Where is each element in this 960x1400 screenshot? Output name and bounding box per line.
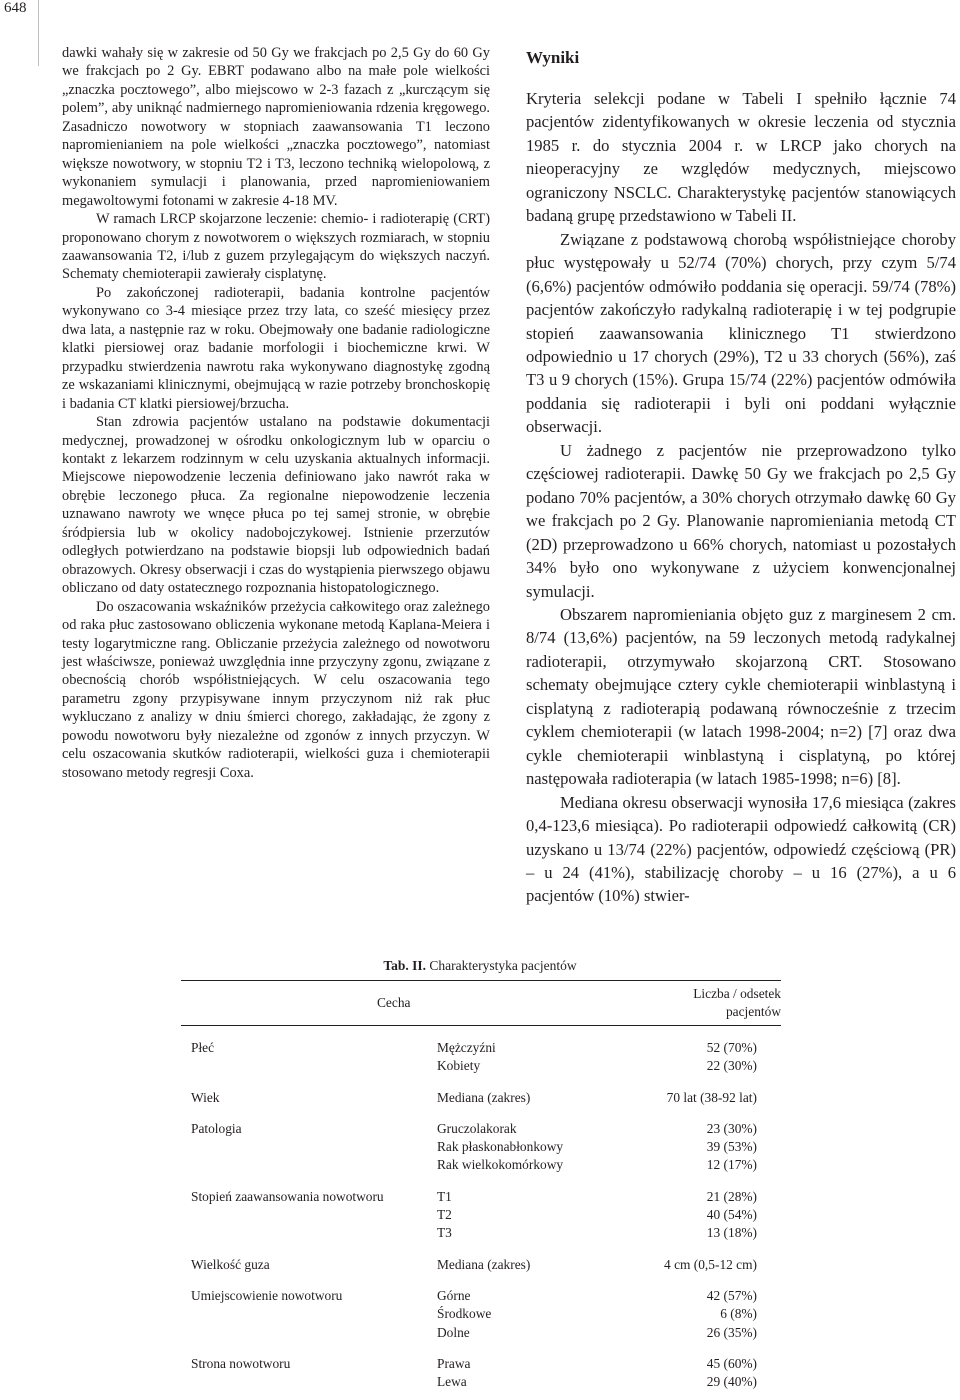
table-spacer [181,1107,781,1120]
table-spacer [181,1026,781,1040]
right-paragraph: Kryteria selekcji podane w Tabeli I spełniło łącznie 74 pacjentów zidentyfikowanych w okresie leczenia od stycznia 1985 r. do stycznia 2004 r. w LRCP jako chorych na nieoperacyjny ze względów medycznych, miejscowo ograniczony NSCLC. Charakterystykę pacjentów stanowiących badaną grupę przedstawiono w Tabeli II. [526,89,956,226]
spacer-cell [181,1026,781,1040]
table-caption [0,958,960,974]
table-spacer [181,1342,781,1355]
spacer-cell [181,1243,781,1256]
value-cell: 26 (35%) [706,1324,757,1340]
table-spacer [181,1243,781,1256]
spacer-cell [181,1274,781,1287]
value-cell: 23 (30%) [706,1120,757,1136]
feature-cell [181,1206,437,1224]
feature-cell [181,1156,437,1174]
section-heading: Wyniki [526,48,580,67]
table-row [181,1305,781,1323]
value-cell: 6 (8%) [720,1306,757,1322]
table-row [181,1138,781,1156]
table-row [181,1256,781,1274]
feature-cell [181,1373,437,1391]
spacer-cell [181,1076,781,1089]
feature-cell: Płeć [191,1040,215,1055]
value-cell: 21 (28%) [706,1188,757,1204]
subcategory-cell: Środkowe [437,1306,492,1322]
left-column [62,44,490,782]
left-paragraph: Stan zdrowia pacjentów ustalano na podstawie dokumentacji medycznej, prowadzonej w ośrodku onkologicznym lub w oparciu o kontakt z lekarzem rodzinnym w celu uzyskania aktualnych informacji. Miejscowe niepowodzenie leczenia definiowano jako nawrót raka w obrębie leczonego płuca. Za regionalne niepowodzenie leczenia uznawano nawroty we wnęce płuca po tej samej stronie, w obrębie śródpiersia lub w okolicy nadobojczykowej. Istnienie przerzutów odległych potwierdzano na podstawie biopsji lub odpowiednich badań obrazowych. Okresy obserwacji i czas do wystąpienia pierwszego objawu obliczano od daty ostatecznego rozpoznania histopatologicznego. [62,414,490,597]
value-cell: 42 (57%) [706,1287,757,1303]
subcategory-cell: Mediana (zakres) [437,1089,531,1105]
table-body [181,1026,781,1392]
value-cell: 4 cm (0,5-12 cm) [664,1256,757,1272]
subcategory-cell: Górne [437,1287,471,1303]
right-paragraph: Związane z podstawową chorobą współistniejące choroby płuc występowały u 52/74 (70%) chorych, przy czym 5/74 (6,6%) pacjentów odmówiło poddania się operacji. 59/74 (78%) pacjentów zakończyło radykalną radioterapię i w tej podgrupie stopień zaawansowania klinicznego T1 stwierdzono odpowiednio u 17 chorych (29%), T2 u 33 chorych (56%), zaś T3 u 9 chorych (15%). Grupa 15/74 (22%) pacjentów odmówiła poddania się radioterapii i byli oni poddani wyłącznie obserwacji. [526,229,956,437]
value-cell: 39 (53%) [706,1139,757,1155]
subcategory-cell: Dolne [437,1324,470,1340]
feature-cell: Wiek [191,1089,220,1105]
subcategory-cell: Rak płaskonabłonkowy [437,1139,564,1155]
table-row [181,1188,781,1206]
page-number: 648 [4,0,27,16]
value-cell: 70 lat (38-92 lat) [666,1089,757,1105]
table-spacer [181,1175,781,1188]
table-header-feature: Cecha [181,981,637,1026]
left-paragraph: W ramach LRCP skojarzone leczenie: chemio- i radioterapię (CRT) proponowano chorym z nowotworem o większych rozmiarach, w stopniu zaawansowania T2, i/lub z guzem przylegającym do większych naczyń. Schematy chemioterapii zawierały cisplatynę. [62,211,490,283]
value-cell: 22 (30%) [706,1058,757,1074]
right-paragraph: U żadnego z pacjentów nie przeprowadzono tylko częściowej radioterapii. Dawkę 50 Gy we frakcjach po 2,5 Gy podano 70% pacjentów, a 30% chorych otrzymało dawkę 60 Gy we frakcjach po 2 Gy. Planowanie napromieniania metodą CT (2D) przeprowadzono u 66% chorych, natomiast u pozostałych 34% było ono wykonywane z użyciem konwencjonalnej symulacji. [526,440,956,601]
subcategory-cell: Mężczyźni [437,1040,496,1055]
table-row [181,1057,781,1075]
right-paragraph: Mediana okresu obserwacji wynosiła 17,6 miesiąca (zakres 0,4-123,6 miesiąca). Po radioterapii odpowiedź całkowitą (CR) uzyskano u 13/74 (22%) pacjentów, odpowiedź częściową (PR) – u 24 (41%), stabilizację choroby – u 16 (27%), a u 6 pacjentów (10%) stwier- [526,792,956,906]
subcategory-cell: T1 [437,1188,452,1204]
table-row [181,1287,781,1305]
left-paragraph: Po zakończonej radioterapii, badania kontrolne pacjentów wykonywano co 3-4 miesiące przez trzy lata, co sześć miesięcy przez dwa lata, a następnie raz w roku. Obejmowały one badanie radiologiczne klatki piersiowej oraz badanie morfologii i biochemiczne krwi. W przypadku stwierdzenia nawrotu raka wykonywano diagnostykę zgodną ze wskazaniami klinicznymi, obejmującą w razie potrzeby bronchoskopię i badania CT klatki piersiowej/brzucha. [62,284,490,412]
table-header-count: Liczba / odsetek pacjentów [637,981,781,1026]
table-row [181,1224,781,1242]
subcategory-cell: Mediana (zakres) [437,1256,531,1272]
right-column [526,46,956,908]
table-row [181,1355,781,1373]
value-cell: 45 (60%) [706,1355,757,1371]
table-header-row [181,981,781,1026]
margin-rule [38,0,39,66]
value-cell: 12 (17%) [706,1157,757,1173]
feature-cell [181,1305,437,1323]
right-paragraph: Obszarem napromieniania objęto guz z marginesem 2 cm. 8/74 (13,6%) pacjentów, na 59 leczonych metodą radykalnej radioterapii, otrzymywało skojarzoną CRT. Stosowano schematy obejmujące cztery cykle chemioterapii winblastyną i cisplatyną z radioterapią podawaną równocześnie z trzecim cyklem chemioterapii (w latach 1998-2004; n=2) [7] oraz dwa cykle chemioterapii winblastyną i cisplatyną, po której następowała radioterapia (w latach 1985-1998; n=6) [8]. [526,604,956,789]
value-cell: 29 (40%) [706,1374,757,1390]
feature-cell: Stopień zaawansowania nowotworu [191,1188,384,1204]
value-cell: 13 (18%) [706,1225,757,1241]
subcategory-cell: T2 [437,1207,452,1223]
table-row [181,1156,781,1174]
subcategory-cell: Lewa [437,1374,467,1390]
feature-cell: Strona nowotworu [191,1355,291,1371]
subcategory-cell: Prawa [437,1355,471,1371]
spacer-cell [181,1342,781,1355]
feature-cell [181,1224,437,1242]
subcategory-cell: T3 [437,1225,452,1241]
feature-cell [181,1138,437,1156]
subcategory-cell: Kobiety [437,1058,481,1074]
feature-cell [181,1057,437,1075]
feature-cell: Wielkość guza [191,1256,270,1272]
table-title: Charakterystyka pacjentów [429,958,577,973]
patient-characteristics-table [181,980,781,1391]
left-paragraph: Do oszacowania wskaźników przeżycia całkowitego oraz zależnego od raka płuc zastosowano obliczenia wykonane metodą Kaplana-Meiera i testy logarytmiczne rang. Obliczanie przeżycia zależnego od nowotworu jest właściwsze, ponieważ uwzględnia inne przyczyny zgonu, związane z obecnością chorób współistniejących. W celu oszacowania tego parametru zgony przypisywane innym przyczynom niż rak płuc wykluczano z analizy w dniu śmierci chorego, zakładając, że zgony z powodu nowotworu były niezależne od zgonów z innych przyczyn. W celu oszacowania skutków radioterapii, wielkości guza i chemioterapii stosowano metody regresji Coxa. [62,598,490,781]
table-label: Tab. II. [383,958,426,973]
left-paragraph: dawki wahały się w zakresie od 50 Gy we frakcjach po 2,5 Gy do 60 Gy we frakcjach po 2 Gy. EBRT podawano albo na małe pole wielkości „znaczka pocztowego”, albo miejscowo w 2-3 fazach z „kurczącym się polem”, aby uniknąć nadmiernego napromieniowania rdzenia kręgowego. Zasadniczo nowotwory w stopniach zaawansowania T1 leczono napromienianiem na pole wielkości „znaczka pocztowego”, natomiast większe nowotwory, w stopniu T2 i T3, leczono techniką wielopolową, z wykonaniem symulacji i planowania, przed napromieniowaniem megawoltowymi fotonami w zakresie 4-18 MV. [62,45,490,209]
table-row [181,1206,781,1224]
table-spacer [181,1274,781,1287]
value-cell: 52 (70%) [706,1040,757,1055]
value-cell: 40 (54%) [706,1207,757,1223]
spacer-cell [181,1175,781,1188]
spacer-cell [181,1107,781,1120]
table-row [181,1120,781,1138]
subcategory-cell: Rak wielkokomórkowy [437,1157,564,1173]
feature-cell: Umiejscowienie nowotworu [191,1287,343,1303]
table-row [181,1089,781,1107]
feature-cell [181,1324,437,1342]
table-row [181,1373,781,1391]
table-row [181,1324,781,1342]
subcategory-cell: Gruczolakorak [437,1120,517,1136]
table-spacer [181,1076,781,1089]
table-row [181,1039,781,1057]
feature-cell: Patologia [191,1120,242,1136]
